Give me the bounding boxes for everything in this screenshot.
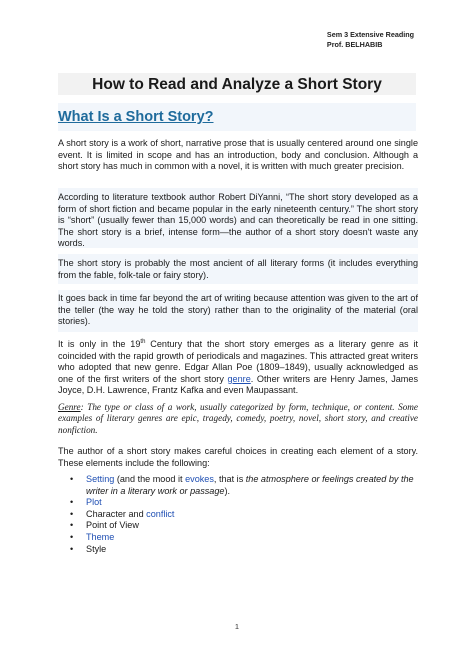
genre-link[interactable]: genre [227,373,251,384]
list-item-theme [70,531,416,544]
text-run: It is only in the 19 [58,339,141,350]
course-header [327,30,414,50]
bullet: • [70,474,74,484]
paragraph-diyanni-quote: According to literature textbook author Robert DiYanni, “The short story developed as a form of short fiction and became popular in the early nineteenth century.” The short story is “short” (usually fewer than 15,000 words) and can theoretically be read in one sitting. The short story is a brief, intense form—the author of a short story doesn't waste any words. [58,192,418,249]
style-label: Style [86,543,107,554]
text-run: . Other writers are Henry James, James Joyce, D.H. Lawrence, Frantz Kafka and even Maupassant. [58,373,418,396]
setting-link[interactable]: Setting [86,474,115,484]
genre-definition [58,402,418,436]
section-heading: What Is a Short Story? [58,109,214,125]
text-run: (and the mood it [114,474,186,484]
bullet: • [70,543,74,554]
text-run: Character and [86,508,147,519]
genre-term: Genre [58,402,81,412]
bullet: • [70,497,74,508]
plot-link[interactable]: Plot [86,497,102,508]
paragraph-ancient-form: The short story is probably the most ancient of all literary forms (it includes everything from the fable, folk-tale or fairy story). [58,258,418,280]
bullet: • [70,531,74,542]
paragraph-oral-tradition: It goes back in time far beyond the art of writing because attention was given to the art of the teller (the way he told the story) rather than to the originality of the material (oral stories). [58,293,418,327]
paragraph-definition: A short story is a work of short, narrative prose that is usually centered around one single event. It is limited in scope and has an introduction, body and conclusion. Although a short story has much in common with a novel, it is written with much greater precision. [58,138,418,172]
point-of-view-label: Point of View [86,520,139,531]
page-number: 1 [234,622,240,631]
genre-definition-text: : The type or class of a work, usually categorized by form, technique, or content. Some examples of literary genres are epic, tragedy, comedy, poetry, novel, short story, and creative nonfiction. [58,402,418,435]
list-item-setting [70,474,416,497]
paragraph-19th-century [58,337,418,397]
list-item-plot [70,497,416,509]
list-item-point-of-view [70,520,416,532]
text-run: ). [224,485,231,496]
setting-definition: the atmosphere or feelings created by the writer in a literary work or passage [86,474,414,496]
course-name: Sem 3 Extensive Reading [326,30,414,39]
bullet: • [70,508,74,519]
paragraph-elements-intro: The author of a short story makes careful choices in creating each element of a story. These elements include the following: [58,446,418,468]
text-run: , that is [213,474,246,484]
list-item-style [70,543,416,556]
page-title: How to Read and Analyze a Short Story [92,76,382,93]
text-run: Century that the short story emerges as a literary genre as it coincided with the rapid growth of periodicals and magazines. This attracted great writers who adopted that new genre. Edgar Allan Poe (1809–1849), usually acknowledged as one of the first writers of the short story [58,339,418,384]
theme-link[interactable]: Theme [86,531,115,542]
conflict-link[interactable]: conflict [146,508,175,519]
story-elements-list [58,474,416,555]
evokes-link[interactable]: evokes [185,474,214,484]
professor-name: Prof. BELHABIB [326,40,383,49]
superscript: th [140,339,146,345]
list-item-character [70,508,416,521]
bullet: • [70,520,74,531]
